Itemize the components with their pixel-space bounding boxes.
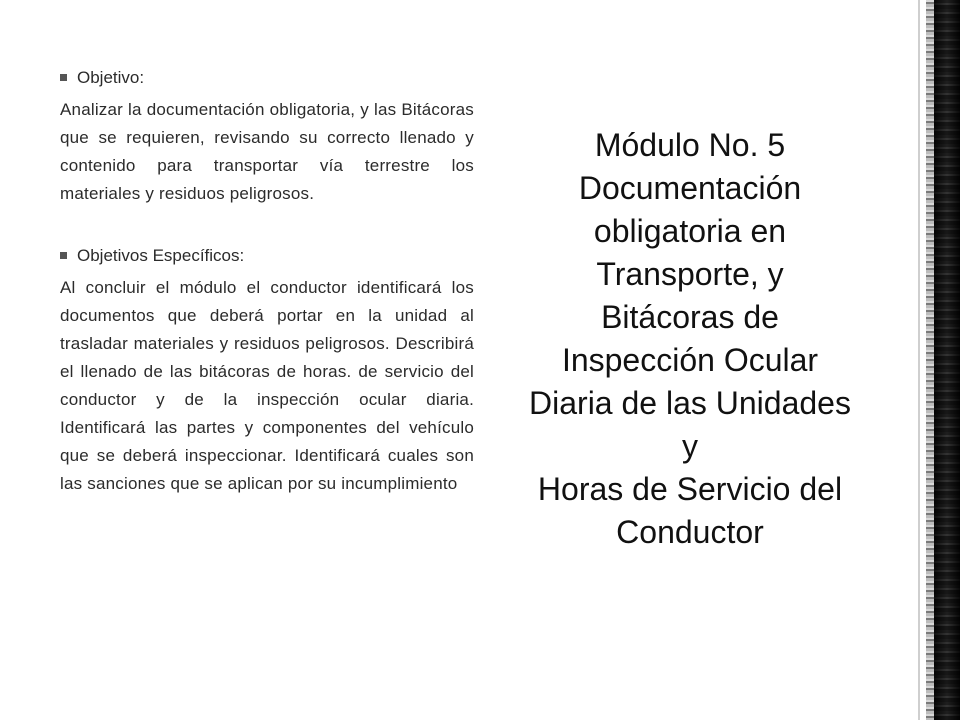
title-line: Horas de Servicio del [537, 471, 843, 507]
objective-text: Analizar la documentación obligatoria, y las Bitácoras que se requieren, revisando su correcto llenado y contenido para transportar vía terrestre los materiales y residuos peligrosos. [60, 100, 474, 203]
square-bullet-icon [60, 252, 67, 259]
square-bullet-icon [60, 74, 67, 81]
objective-heading: Objetivo: [77, 68, 145, 87]
section-spacer [60, 208, 474, 242]
title-line: Inspección Ocular [561, 342, 819, 378]
title-line: obligatoria en [593, 213, 787, 249]
title-line: y [682, 428, 698, 464]
edge-divider-line [918, 0, 920, 720]
objective-bullet [60, 64, 474, 92]
objectives-column [60, 64, 474, 498]
title-line: Módulo No. 5 [594, 127, 786, 163]
title-line: Bitácoras de [601, 299, 779, 335]
title-line: Documentación [578, 170, 802, 206]
specific-objectives-text: Al concluir el módulo el conductor identificará los documentos que deberá portar en la unidad al trasladar materiales y residuos peligrosos. Describirá el llenado de las bitácoras de horas. de servicio del conductor y de la inspección ocular diaria. Identificará las partes y componentes del vehículo que se deberá inspeccionar. Identificará cuales son las sanciones que se aplican por su incumplimiento [60, 278, 474, 493]
title-line: Conductor [616, 514, 764, 550]
slide-title [488, 124, 892, 554]
title-line: Transporte, y [596, 256, 784, 292]
decorative-edge-strip [926, 0, 960, 720]
specific-objectives-bullet [60, 242, 474, 270]
specific-objectives-heading: Objetivos Específicos: [77, 246, 245, 265]
title-line: Diaria de las Unidades [529, 385, 851, 421]
